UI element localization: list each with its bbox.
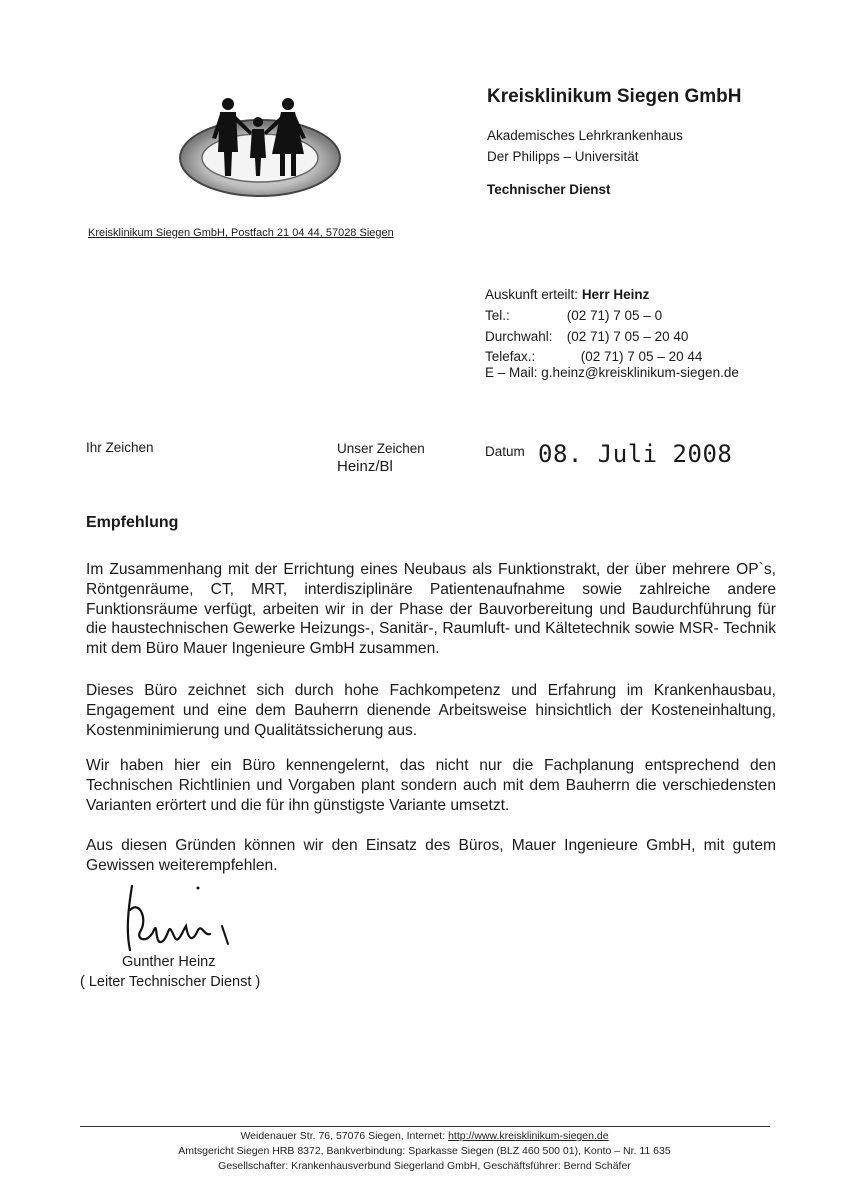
signer-name: Gunther Heinz: [122, 954, 216, 970]
website-link[interactable]: http://www.kreisklinikum-siegen.de: [448, 1130, 609, 1142]
email-value: g.heinz@kreisklinikum-siegen.de: [541, 365, 739, 380]
tel-label: Tel.:: [485, 308, 510, 323]
org-subtitle-2: Der Philipps – Universität: [487, 149, 639, 164]
direct-label: Durchwahl:: [485, 329, 553, 344]
contact-email-row: [485, 365, 739, 380]
footer-line-2: Amtsgericht Siegen HRB 8372, Bankverbindung: Sparkasse Siegen (BLZ 460 500 01), Konto – Nr. 11 635: [178, 1145, 671, 1157]
family-logo-icon: [176, 92, 344, 200]
our-reference-label: Unser Zeichen: [337, 441, 425, 456]
footer-line-1: [0, 1130, 849, 1142]
direct-value: (02 71) 7 05 – 20 40: [566, 329, 689, 344]
email-label: E – Mail:: [485, 365, 538, 380]
footer-divider: [80, 1126, 770, 1127]
signer-title: ( Leiter Technischer Dienst ): [80, 974, 261, 990]
handwritten-signature: [118, 880, 258, 960]
info-value: Herr Heinz: [581, 287, 650, 302]
paragraph-1: Im Zusammenhang mit der Errichtung eines Neubaus als Funktionstrakt, der über mehrere OP`s, Röntgenräume, CT, MRT, interdisziplinäre Patientenaufnahme sowie zahlreiche andere Funktionsräume verfügt, arbeiten wir in der Phase der Bauvorbereitung und Baudurchführung für die haustechnischen Gewerke Heizungs-, Sanitär-, Raumluft- und Kältetechnik sowie MSR- Technik mit dem Büro Mauer Ingenieure GmbH zusammen.: [86, 561, 776, 658]
footer-line-3: Gesellschafter: Krankenhausverbund Siegerland GmbH, Geschäftsführer: Bernd Schäfer: [218, 1160, 631, 1172]
organization-name: Kreisklinikum Siegen GmbH: [487, 86, 742, 107]
info-label: Auskunft erteilt:: [485, 287, 579, 302]
fax-value: (02 71) 7 05 – 20 44: [580, 349, 703, 364]
date-label: Datum: [485, 444, 525, 459]
contact-direct-row: [485, 329, 688, 344]
date-stamp: 08. Juli 2008: [538, 440, 733, 468]
return-address: Kreisklinikum Siegen GmbH, Postfach 21 04 44, 57028 Siegen: [88, 227, 394, 239]
paragraph-4: Aus diesen Gründen können wir den Einsatz des Büros, Mauer Ingenieure GmbH, mit gutem Gewissen weiterempfehlen.: [86, 837, 776, 874]
paragraph-3: Wir haben hier ein Büro kennengelernt, das nicht nur die Fachplanung entsprechend den Technischen Richtlinien und Vorgaben plant sondern auch mit dem Bauherrn die verschiedensten Varianten erörtert und die für ihn günstigste Variante umsetzt.: [86, 757, 776, 814]
contact-tel-row: [485, 308, 662, 323]
our-reference-value: Heinz/Bl: [337, 458, 393, 475]
department-name: Technischer Dienst: [487, 182, 611, 197]
your-reference-label: Ihr Zeichen: [86, 440, 154, 455]
contact-info-row: [485, 287, 649, 302]
fax-label: Telefax.:: [485, 349, 536, 364]
paragraph-2: Dieses Büro zeichnet sich durch hohe Fachkompetenz und Erfahrung im Krankenhausbau, Engagement und eine dem Bauherrn dienende Arbeitsweise hinsichtlich der Kosteneinhaltung, Kostenminimierung und Qualitätssicherung aus.: [86, 682, 776, 739]
letter-subject: Empfehlung: [86, 514, 179, 531]
tel-value: (02 71) 7 05 – 0: [566, 308, 663, 323]
contact-fax-row: [485, 349, 702, 364]
footer-address: Weidenauer Str. 76, 57076 Siegen, Internet:: [240, 1130, 449, 1142]
org-subtitle-1: Akademisches Lehrkrankenhaus: [487, 128, 683, 143]
